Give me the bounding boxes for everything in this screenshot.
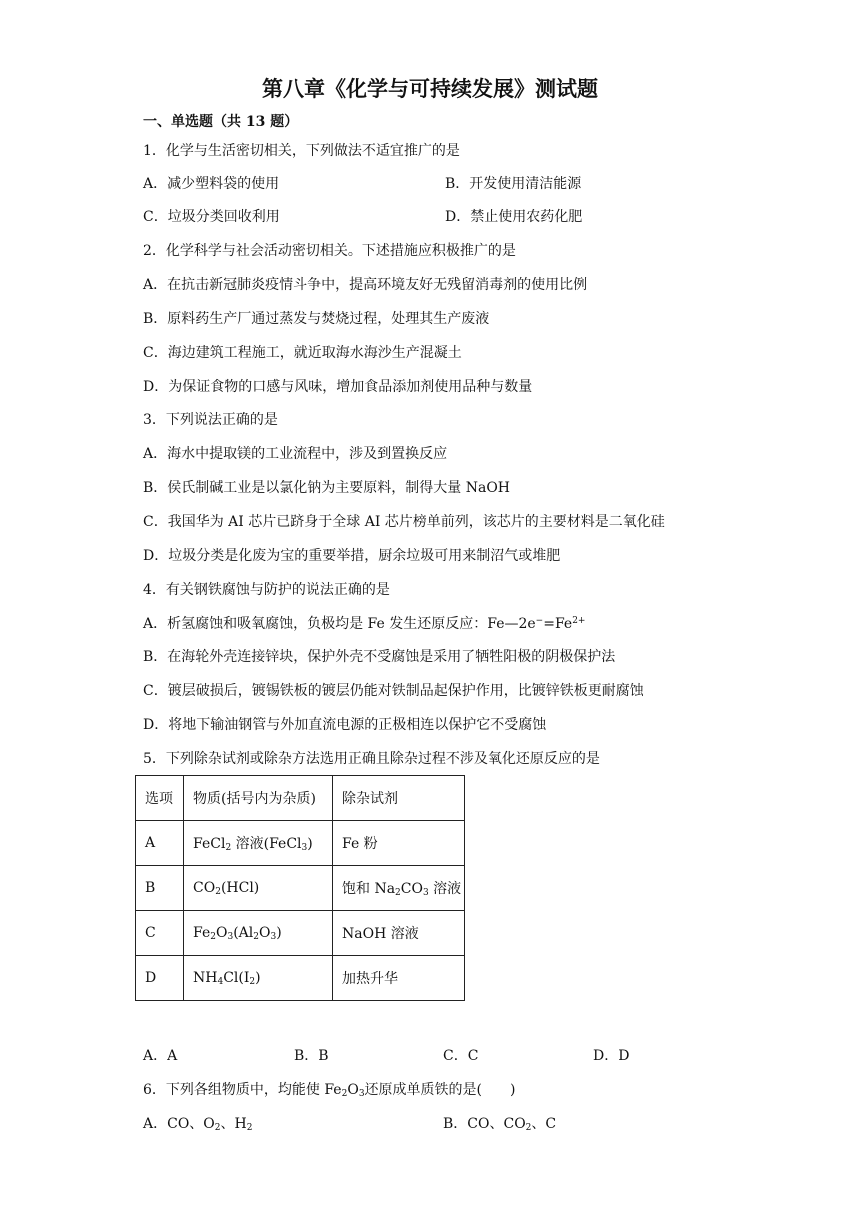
q2-option-c: C．海边建筑工程施工，就近取海水海沙生产混凝土	[143, 345, 462, 361]
table-header-cell: 除杂试剂	[333, 776, 465, 821]
table-cell-reagent: Fe 粉	[333, 821, 465, 866]
table-header-row	[136, 776, 465, 821]
q3-stem: 3．下列说法正确的是	[143, 412, 278, 428]
table-cell-substance: $CO_2(HCl)$	[184, 866, 333, 911]
table-cell-substance: $NH_4Cl(I_2)$	[184, 956, 333, 1001]
page-title: 第八章《化学与可持续发展》测试题	[262, 76, 598, 101]
table-row	[136, 956, 465, 1001]
q1-option-c: C．垃圾分类回收利用	[143, 209, 280, 225]
table-cell-option: D	[136, 956, 184, 1001]
q3-option-c: C．我国华为 AI 芯片已跻身于全球 AI 芯片榜单前列，该芯片的主要材料是二氧化硅	[143, 514, 665, 530]
q2-option-a: A．在抗击新冠肺炎疫情斗争中，提高环境友好无残留消毒剂的使用比例	[143, 277, 588, 293]
table-cell-reagent: NaOH 溶液	[333, 911, 465, 956]
q3-option-b: B．侯氏制碱工业是以氯化钠为主要原料，制得大量 NaOH	[143, 480, 511, 496]
section-heading: 一、单选题（共 13 题）	[143, 114, 299, 130]
q5-stem: 5．下列除杂试剂或除杂方法选用正确且除杂过程不涉及氧化还原反应的是	[143, 751, 600, 767]
table-row	[136, 821, 465, 866]
table-cell-reagent: 加热升华	[333, 956, 465, 1001]
q4-stem: 4．有关钢铁腐蚀与防护的说法正确的是	[143, 582, 390, 598]
q5-option-a: A．A	[143, 1048, 178, 1064]
q3-option-a: A．海水中提取镁的工业流程中，涉及到置换反应	[143, 446, 448, 462]
q2-stem: 2．化学科学与社会活动密切相关。下述措施应积极推广的是	[143, 243, 516, 259]
q6-stem: 6．下列各组物质中，均能使 $Fe_2O_3$还原成单质铁的是( )	[143, 1082, 516, 1099]
q3-option-d: D．垃圾分类是化废为宝的重要举措，厨余垃圾可用来制沼气或堆肥	[143, 548, 561, 564]
q4-option-d: D．将地下输油钢管与外加直流电源的正极相连以保护它不受腐蚀	[143, 717, 547, 733]
q6-option-a: A．CO、$O_2$、$H_2$	[143, 1116, 253, 1133]
q1-option-b: B．开发使用清洁能源	[445, 176, 582, 192]
table-row	[136, 866, 465, 911]
table-header-cell: 物质(括号内为杂质)	[184, 776, 333, 821]
table-row	[136, 911, 465, 956]
table-cell-substance: FeCl$_2$ 溶液(FeCl$_3$)	[184, 821, 333, 866]
table-cell-option: A	[136, 821, 184, 866]
q5-table	[135, 775, 465, 1001]
q5-option-d: D．D	[593, 1048, 630, 1064]
q1-option-d: D．禁止使用农药化肥	[445, 209, 583, 225]
table-cell-substance: $Fe_2O_3(Al_2O_3)$	[184, 911, 333, 956]
q4-option-a: A．析氢腐蚀和吸氧腐蚀，负极均是 Fe 发生还原反应：$Fe—2e^-=Fe^{2+}$	[143, 616, 586, 632]
q4-option-c: C．镀层破损后，镀锡铁板的镀层仍能对铁制品起保护作用，比镀锌铁板更耐腐蚀	[143, 683, 644, 699]
q5-option-c: C．C	[443, 1048, 479, 1064]
q4-option-b: B．在海轮外壳连接锌块，保护外壳不受腐蚀是采用了牺牲阳极的阴极保护法	[143, 649, 616, 665]
q6-option-b: B．CO、$CO_2$、C	[443, 1116, 557, 1133]
table-cell-option: C	[136, 911, 184, 956]
table-cell-reagent: 饱和 $Na_2CO_3$ 溶液	[333, 866, 465, 911]
table-cell-option: B	[136, 866, 184, 911]
q1-stem: 1．化学与生活密切相关，下列做法不适宜推广的是	[143, 143, 460, 159]
table-header-cell: 选项	[136, 776, 184, 821]
q2-option-b: B．原料药生产厂通过蒸发与焚烧过程，处理其生产废液	[143, 311, 490, 327]
q1-option-a: A．减少塑料袋的使用	[143, 176, 280, 192]
q5-option-b: B．B	[294, 1048, 329, 1064]
q2-option-d: D．为保证食物的口感与风味，增加食品添加剂使用品种与数量	[143, 379, 533, 395]
